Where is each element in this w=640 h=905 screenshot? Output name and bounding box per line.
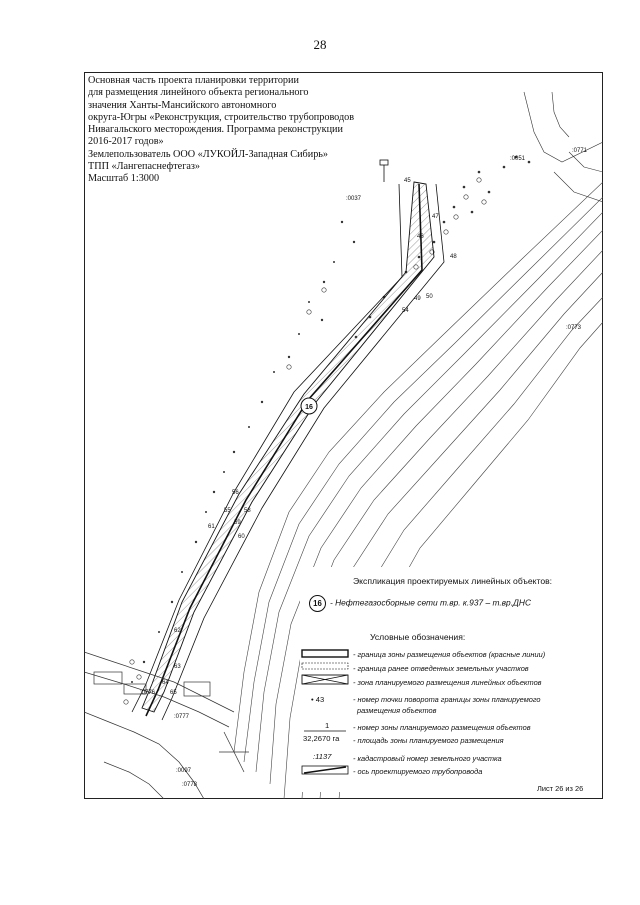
explication-title: Экспликация проектируемых линейных объектов: (353, 576, 553, 586)
point-50: 50 (426, 294, 433, 300)
legend-item-zone-area: - площадь зоны планируемого размещения (353, 736, 504, 745)
legend-item-planned-zone: - зона планируемого размещения линейных объектов (353, 678, 542, 687)
title-line: значения Ханты-Мансийского автономного (88, 99, 277, 111)
parcel-label-0097: :0097 (176, 768, 192, 774)
point-46: 46 (417, 234, 424, 240)
object-description: - Нефтегазосборные сети т.вр. к.937 – т.вр.ДНС (330, 597, 532, 608)
parcel-label-0771: :0771 (572, 148, 588, 154)
object-number-badge: 16 (309, 595, 326, 612)
cadastral-example: :1137 (313, 752, 332, 761)
title-line: Основная часть проекта планировки территории (88, 75, 299, 86)
point-symbol-label: • 43 (311, 695, 325, 704)
parcel-label-0773: :0773 (566, 325, 582, 331)
parcel-label-0776: :0776 (140, 690, 156, 696)
point-48: 48 (450, 254, 457, 260)
legend-item-prior-parcels: - граница ранее отведенных земельных участков (353, 664, 529, 673)
point-56: 56 (232, 490, 239, 496)
point-47: 47 (432, 214, 439, 220)
legend-item-turning-point: - номер точки поворота границы зоны планируемого (353, 695, 541, 704)
wooded-area (524, 92, 603, 202)
point-45: 45 (404, 178, 411, 184)
prior-parcel-symbol (302, 663, 348, 669)
point-65: 65 (170, 690, 177, 696)
title-line: ТПП «Лангепаснефтегаз» (88, 161, 201, 173)
title-line: для размещения линейного объекта регионального (88, 87, 309, 99)
title-block (88, 75, 388, 186)
parcel-label-0777: :0777 (174, 714, 190, 720)
legend-item-cadastral: - кадастровый номер земельного участка (353, 754, 502, 763)
pipeline-axis-symbol (302, 766, 348, 774)
legend-item-pipeline-axis: - ось проектируемого трубопровода (353, 767, 483, 776)
legend-item-zone-number: - номер зоны планируемого размещения объектов (353, 723, 531, 732)
planned-zone-symbol (302, 675, 348, 684)
route-marker-16 (301, 398, 317, 414)
point-60: 60 (238, 534, 245, 540)
point-63: 63 (174, 664, 181, 670)
zone-number-example: 1 (325, 721, 330, 730)
point-59: 59 (234, 520, 241, 526)
legend-item-red-lines: - граница зоны размещения объектов (красные линии) (353, 650, 546, 659)
parcel-label-0778: :0778 (182, 782, 198, 788)
point-62: 62 (174, 628, 181, 634)
svg-text:16: 16 (305, 404, 313, 411)
sheet-label: Лист 26 из 26 (537, 784, 584, 793)
point-49: 49 (414, 296, 421, 302)
point-54: 54 (402, 308, 409, 314)
page-number: 28 (313, 37, 327, 52)
point-55: 55 (224, 508, 231, 514)
title-line: Нивагальского месторождения. Программа реконструкции (88, 124, 343, 136)
title-line: 2016-2017 годов» (88, 136, 164, 148)
parcel-label-0051: :0051 (510, 156, 526, 162)
zone-area-example: 32,2670 га (303, 734, 340, 743)
red-line-symbol (302, 650, 348, 657)
legend-item-turning-point-cont: размещения объектов (357, 706, 437, 715)
explication-row (309, 595, 531, 612)
point-64: 64 (162, 680, 169, 686)
title-line: округа-Югры «Реконструкция, строительство трубопроводов (88, 111, 355, 123)
legend-title: Условные обозначения: (370, 632, 466, 642)
title-line: Масштаб 1:3000 (88, 173, 160, 185)
point-61: 61 (208, 524, 215, 530)
title-line: Землепользователь ООО «ЛУКОЙЛ-Западная Сибирь» (88, 148, 329, 160)
point-58: 58 (244, 508, 251, 514)
parcel-label-0037: :0037 (346, 196, 362, 202)
